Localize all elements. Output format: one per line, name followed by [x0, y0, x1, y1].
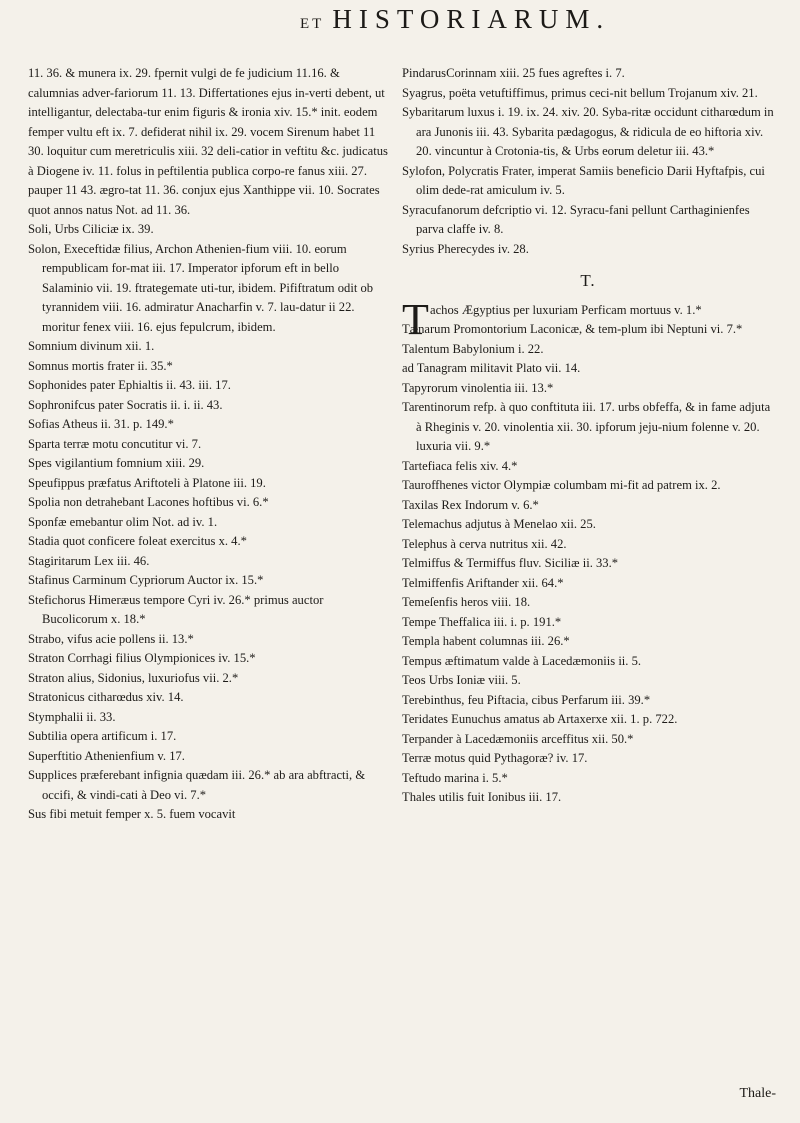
index-entry: PindarusCorinnam xiii. 25 fues agreftes i. 7. [402, 66, 625, 80]
running-head [300, 4, 780, 35]
index-entry: Soli, Urbs Ciliciæ ix. 39. [28, 222, 154, 236]
index-entry: Temeſenfis heros viii. 18. [402, 595, 531, 609]
index-entry: Talentum Babylonium i. 22. [402, 341, 544, 356]
index-entry: Sophonides pater Ephialtis ii. 43. iii. 17. [28, 378, 231, 392]
index-entry: Tarentinorum refp. à quo conftituta iii. 17. urbs obfeffa, & in fame adjuta à Rheginis v. 20. vinolentia xii. 30. ipforum jeju-nium folenne v. 20. luxuria vii. 9.* [402, 400, 771, 453]
index-entry: Sponfæ emebantur olim Not. ad iv. 1. [28, 514, 218, 529]
index-entry: Telephus à cerva nutritus xii. 42. [402, 536, 567, 551]
index-entry: Stratonicus citharœdus xiv. 14. [28, 690, 184, 704]
index-entry: Speufippus præfatus Ariftoteli à Platone iii. 19. [28, 475, 266, 490]
index-entry: Sylofon, Polycratis Frater, imperat Samiis beneficio Darii Hyftafpis, cui olim dede-rat amiculum iv. 5. [402, 163, 765, 197]
index-entry: Sophronifcus pater Socratis ii. i. ii. 43. [28, 397, 223, 412]
index-entry: Spolia non detrahebant Lacones hoftibus vi. 6.* [28, 495, 269, 509]
index-entry: Terebinthus, feu Piftacia, cibus Perfarum iii. 39.* [402, 692, 651, 707]
index-entry: Teftudo marina i. 5.* [402, 770, 508, 785]
index-entry: Straton Corrhagi filius Olympionices iv. 15.* [28, 651, 256, 665]
index-entry: Telemachus adjutus à Menelao xii. 25. [402, 517, 596, 531]
index-entry: Supplices præferebant infignia quædam iii. 26.* ab ara abftracti, & occifi, & vindi-cati à Deo vi. 7.* [28, 768, 366, 802]
running-head-prefix: ET [300, 16, 325, 32]
index-entry: Teridates Eunuchus amatus ab Artaxerxe xii. 1. p. 722. [402, 712, 678, 726]
index-entry: Spes vigilantium fomnium xiii. 29. [28, 456, 205, 470]
index-entry: Stafinus Carminum Cypriorum Auctor ix. 15.* [28, 573, 264, 587]
index-entry: Syagrus, poëta vetuftiffimus, primus ceci-nit bellum Trojanum xiv. 21. [402, 85, 758, 100]
index-entry: Terpander à Lacedæmoniis arceffitus xii. 50.* [402, 731, 634, 746]
index-entry: Tartefiaca felis xiv. 4.* [402, 458, 518, 473]
section-letter: T. [580, 271, 596, 290]
index-entry: Tauroffhenes victor Olympiæ columbam mi-fit ad patrem ix. 2. [402, 478, 721, 492]
index-entry: Somnus mortis frater ii. 35.* [28, 358, 173, 373]
index-entry: Tempe Theffalica iii. i. p. 191.* [402, 614, 562, 629]
index-entry: Tempus æftimatum valde à Lacedæmoniis ii. 5. [402, 653, 642, 668]
index-entry: Syrius Pherecydes iv. 28. [402, 241, 529, 256]
index-entry: Strabo, vifus acie pollens ii. 13.* [28, 631, 194, 646]
dropcap-text: achos Ægyptius per luxuriam Perficam mortuus v. 1.* [430, 302, 702, 317]
index-entry: Sus fibi metuit femper x. 5. fuem vocavit [28, 807, 236, 821]
index-entry: Telmiffus & Termiffus fluv. Siciliæ ii. 33.* [402, 556, 619, 570]
index-entry: Tapyrorum vinolentia iii. 13.* [402, 380, 554, 395]
index-entry: ad Tanagram militavit Plato vii. 14. [402, 361, 581, 375]
index-entry: 11. 36. & munera ix. 29. fpernit vulgi de fe judicium 11.16. & calumnias adver-fariorum 11. 13. Differtationes ejus in-verti debent, ut intelligantur, delectaba-tur enim figuris & ironia xiv. 15.* init. eodem femper vultu eft ix. 7. defiderat nihil ix. 29. vocem Sirenum habet 11 30. loquitur cum meretriculis xiii. 32 deli-catior in veftitu &c. judicatus à Diogene iv. 11. folus in peftilentia publica corpo-re fanus xiii. 27. pauper 11 43. ægro-tat 11. 36. conjux ejus Xanthippe vii. 10. Socrates quot annos natus Not. ad 11. 36. [28, 66, 388, 217]
catchword: Thale- [739, 1086, 776, 1101]
index-entry: Sybaritarum luxus i. 19. ix. 24. xiv. 20. Syba-ritæ occidunt citharœdum in ara Junonis iii. 43. Sybarita pædagogus, & ridicula de eo hiftoria xiv. 20. vincuntur à Crotonia-tis, & Urbs eorum deletur iii. 43.* [402, 105, 774, 158]
index-entry: Stefichorus Himeræus tempore Cyri iv. 26.* primus auctor Bucolicorum x. 18.* [28, 592, 324, 626]
index-entry: Stymphalii ii. 33. [28, 709, 116, 724]
right-column [402, 64, 774, 808]
index-entry: Superftitio Athenienfium v. 17. [28, 748, 185, 763]
index-entry: Straton alius, Sidonius, luxuriofus vii. 2.* [28, 670, 239, 685]
index-entry: Solon, Execeftidæ filius, Archon Athenien-fium viii. 10. eorum rempublicam for-mat iii. 17. Imperator ipforum eft in bello Salaminio vii. 19. ftrategemate uti-tur, ibidem. Pififtratum odit ob tyrannidem viii. 16. admiratur Anacharfin v. 7. lau-datur ii 22. moritur fenex viii. 16. ejus fepulcrum, ibidem. [28, 241, 374, 334]
index-entry: Syracufanorum defcriptio vi. 12. Syracu-fani pellunt Carthaginienfes parva claffe iv. 8. [402, 202, 750, 236]
index-entry: Sparta terræ motu concutitur vi. 7. [28, 436, 202, 451]
index-entry: Sofias Atheus ii. 31. p. 149.* [28, 417, 174, 431]
index-entry: Somnium divinum xii. 1. [28, 339, 155, 353]
index-entry: Terræ motus quid Pythagoræ? iv. 17. [402, 751, 588, 765]
index-entry: Thales utilis fuit Ionibus iii. 17. [402, 790, 562, 804]
index-entry: Stadia quot conficere foleat exercitus x. 4.* [28, 534, 247, 548]
left-column [28, 64, 392, 825]
index-entry: Telmiffenfis Ariftander xii. 64.* [402, 575, 564, 590]
running-head-title: HISTORIARUM. [332, 4, 611, 34]
index-entry: Subtilia opera artificum i. 17. [28, 729, 177, 743]
index-entry: Teos Urbs Ioniæ viii. 5. [402, 673, 521, 687]
index-entry: Templa habent columnas iii. 26.* [402, 634, 570, 648]
dropcap-letter: T [402, 294, 429, 344]
index-entry: Tænarum Promontorium Laconicæ, & tem-plum ibi Neptuni vi. 7.* [402, 322, 743, 336]
index-entry: Stagiritarum Lex iii. 46. [28, 553, 150, 568]
index-entry: Taxilas Rex Indorum v. 6.* [402, 497, 539, 512]
